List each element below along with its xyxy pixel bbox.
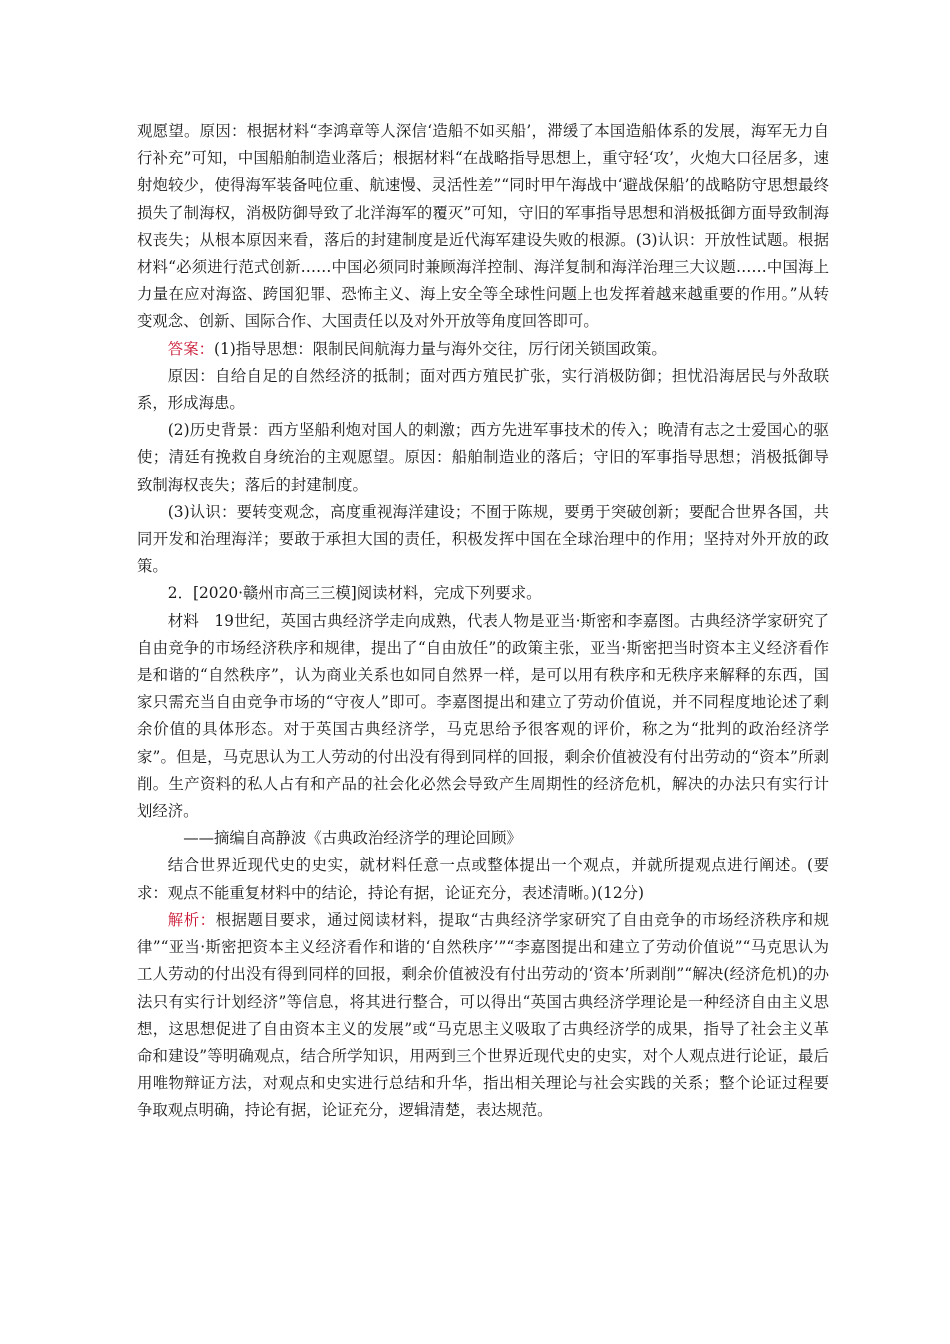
document-page [137, 118, 829, 1125]
answer-1-text: (1)指导思想：限制民间航海力量与海外交往，厉行闭关锁国政策。 [213, 339, 667, 358]
question-text: 结合世界近现代史的史实，就材料任意一点或整体提出一个观点，并就所提观点进行阐述。(要求：观点不能重复材料中的结论，持论有据，论证充分，表述清晰。)(12分) [137, 856, 829, 902]
answer-3: (3)认识：要转变观念，高度重视海洋建设；不囿于陈规，要勇于突破创新；要配合世界各国，共同开发和治理海洋；要敢于承担大国的责任，积极发挥中国在全球治理中的作用；坚持对外开放的政策。 [137, 502, 829, 576]
answer-2: (2)历史背景：西方坚船利炮对国人的刺激；西方先进军事技术的传入；晚清有志之士爱国心的驱使；清廷有挽救自身统治的主观愿望。原因：船舶制造业的落后；守旧的军事指导思想；消极抵御导致制海权丧失；落后的封建制度。 [137, 421, 829, 494]
material-text: 材料 19世纪，英国古典经济学走向成熟，代表人物是亚当·斯密和李嘉图。古典经济学家研究了自由竞争的市场经济秩序和规律，提出了“自由放任”的政策主张，亚当·斯密把当时资本主义经济看作是和谐的“自然秩序”，认为商业关系也如同自然界一样，是可以用有秩序和无秩序来解释的东西，国家只需充当自由竞争市场的“守夜人”即可。李嘉图提出和建立了劳动价值说，并不同程度地论述了剩余价值的具体形态。对于英国古典经济学，马克思给予很客观的评价，称之为“批判的政治经济学家”。但是，马克思认为工人劳动的付出没有得到同样的回报，剩余价值被没有付出劳动的“资本”所剥削。生产资料的私人占有和产品的社会化必然会导致产生周期性的经济危机，解决的办法只有实行计划经济。 [137, 611, 829, 821]
question-2-title: 2．[2020·赣州市高三三模]阅读材料，完成下列要求。 [167, 584, 542, 603]
analysis-2-text: 根据题目要求，通过阅读材料，提取“古典经济学家研究了自由竞争的市场经济秩序和规律”“亚当·斯密把资本主义经济看作和谐的‘自然秩序’”“李嘉图提出和建立了劳动价值说”“马克思认为工人劳动的付出没有得到同样的回报，剩余价值被没有付出劳动的‘资本’所剥削”“解决(经济危机)的办法只有实行计划经济”等信息，将其进行整合，可以得出“英国古典经济学理论是一种经济自由主义思想，这思想促进了自由资本主义的发展”或“马克思主义吸取了古典经济学的成果，指导了社会主义革命和建设”等明确观点，结合所学知识，用两到三个世界近现代史的史实，对个人观点进行论证，最后用唯物辩证方法，对观点和史实进行总结和升华，指出相关理论与社会实践的关系；整个论证过程要争取观点明确，持论有据，论证充分，逻辑清楚，表达规范。 [137, 910, 829, 1120]
analysis-continuation: 观愿望。原因：根据材料“李鸿章等人深信‘造船不如买船’，滞缓了本国造船体系的发展，海军无力自行补充”可知，中国船舶制造业落后；根据材料“在战略指导思想上，重守轻‘攻’，火炮大口径居多，速射炮较少，使得海军装备吨位重、航速慢、灵活性差”“同时甲午海战中‘避战保船’的战略防守思想最终损失了制海权，消极防御导致了北洋海军的覆灭”可知，守旧的军事指导思想和消极抵御方面导致制海权丧失；从根本原因来看，落后的封建制度是近代海军建设失败的根源。(3)认识：开放性试题。根据材料“必须进行范式创新……中国必须同时兼顾海洋控制、海洋复制和海洋治理三大议题……中国海上力量在应对海盗、跨国犯罪、恐怖主义、海上安全等全球性问题上也发挥着越来越重要的作用。”从转变观念、创新、国际合作、大国责任以及对外开放等角度回答即可。 [137, 122, 829, 331]
material-source: ——摘编自高静波《古典政治经济学的理论回顾》 [183, 829, 522, 848]
analysis-label: 解析： [167, 910, 216, 929]
answer-paragraph-1 [137, 336, 829, 363]
answer-1-reason: 原因：自给自足的自然经济的抵制；面对西方殖民扩张，实行消极防御；担忧沿海居民与外敌联系，形成海患。 [137, 366, 829, 413]
answer-label: 答案： [167, 339, 214, 358]
analysis-paragraph [137, 907, 829, 1125]
